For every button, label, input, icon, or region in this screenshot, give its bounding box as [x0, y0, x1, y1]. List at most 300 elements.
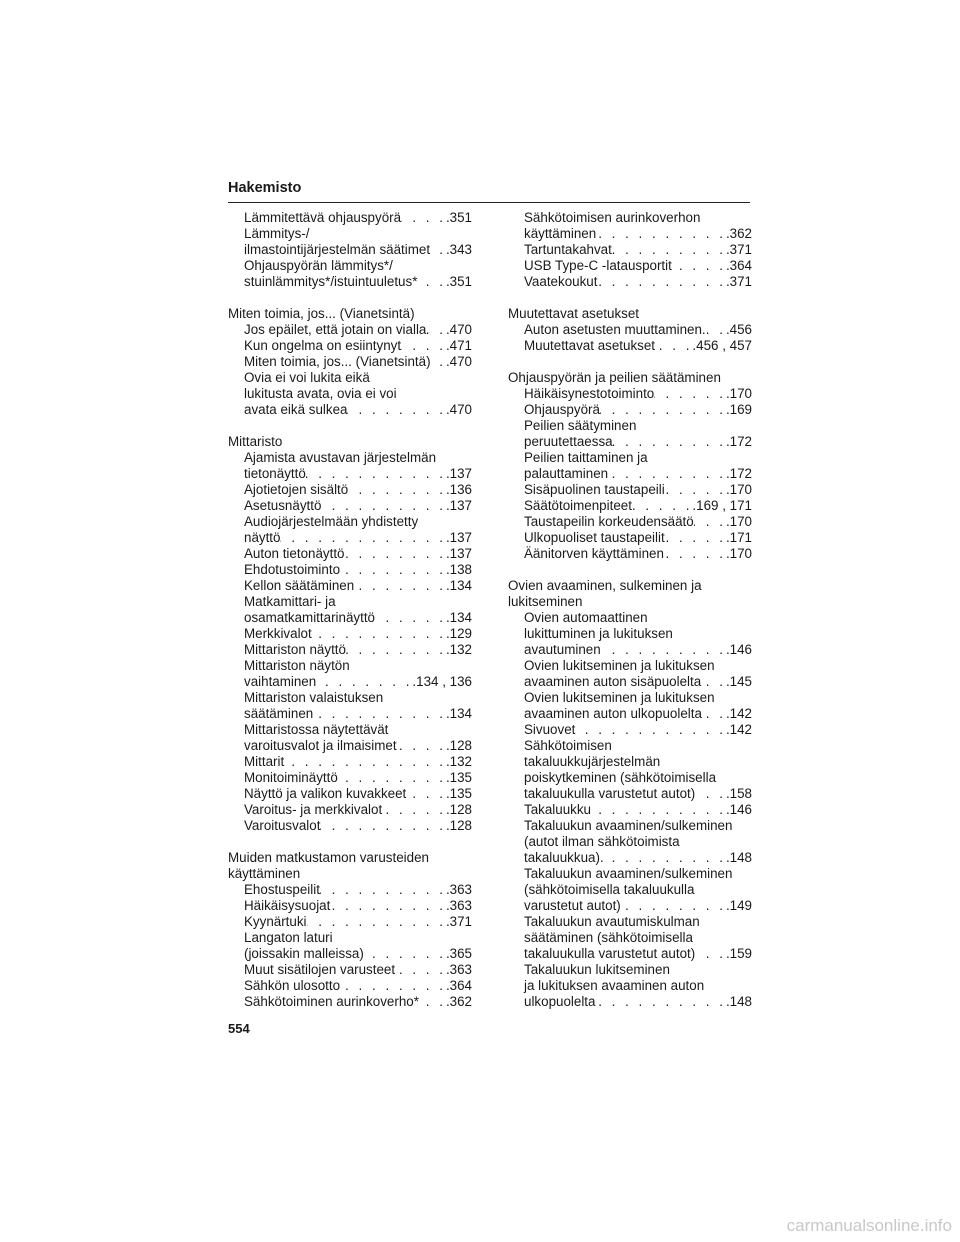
- index-entry: [508, 818, 752, 866]
- dot-leader: [613, 434, 726, 450]
- entry-text: Ovien automaattinen: [524, 610, 648, 625]
- index-entry: [228, 210, 472, 226]
- entry-text: Matkamittari- ja: [244, 594, 336, 609]
- dot-leader: [354, 578, 446, 594]
- entry-text: osamatkamittarinäyttö: [244, 610, 375, 625]
- page-reference: .128: [445, 818, 472, 833]
- page-reference: .362: [445, 994, 472, 1009]
- page-reference: .362: [725, 226, 752, 241]
- index-entry: [508, 386, 752, 402]
- dot-leader: [330, 898, 446, 914]
- dot-leader: [575, 722, 726, 738]
- entry-text: Häikäisynestotoiminto: [524, 386, 655, 401]
- entry-row: [524, 706, 752, 722]
- entry-text: vaihtaminen: [244, 674, 317, 689]
- index-entry: [508, 482, 752, 498]
- page-reference: .146: [725, 802, 752, 817]
- dot-leader: [307, 914, 446, 930]
- entry-text: takaluukulla varustetut autot): [524, 946, 696, 961]
- dot-leader: [340, 562, 446, 578]
- entry-text: Ehdotustoiminto: [244, 562, 341, 577]
- page-reference: .137: [445, 546, 472, 561]
- index-column-left: [228, 210, 472, 1026]
- page-reference: .134 , 136: [412, 674, 472, 689]
- page-reference: .364: [725, 258, 752, 273]
- entry-text: Mittarit: [244, 754, 285, 769]
- entry-text: takaluukkujärjestelmän: [524, 754, 661, 769]
- entry-text: Sähkötoiminen aurinkoverho*: [244, 994, 419, 1009]
- entry-text: Muutettavat asetukset: [524, 338, 656, 353]
- dot-leader: [608, 466, 726, 482]
- dot-leader: [702, 706, 726, 722]
- page-reference: .134: [445, 578, 472, 593]
- section-title: Ohjauspyörän ja peilien säätäminen: [508, 370, 721, 385]
- entry-text: Ovia ei voi lukita eikä: [244, 370, 370, 385]
- entry-row: [244, 562, 472, 578]
- entry-text: Kun ongelma on esiintynyt: [244, 338, 402, 353]
- dot-leader: [665, 482, 726, 498]
- section-title: Muiden matkustamon varusteiden: [228, 850, 429, 865]
- entry-text: Äänitorven käyttäminen: [524, 546, 664, 561]
- section-title: lukitseminen: [508, 594, 583, 609]
- dot-leader: [364, 946, 446, 962]
- page-reference: .371: [725, 274, 752, 289]
- index-entry: [228, 514, 472, 546]
- entry-text: Auton tietonäyttö: [244, 546, 345, 561]
- dot-leader: [284, 754, 446, 770]
- dot-leader: [672, 258, 726, 274]
- entry-text: Ehostuspeilit: [244, 882, 320, 897]
- index-section: [508, 210, 752, 290]
- dot-leader: [419, 994, 446, 1010]
- entry-text: (autot ilman sähkötoimista: [524, 834, 680, 849]
- entry-text: Peilien säätyminen: [524, 418, 637, 433]
- index-entry: [228, 642, 472, 658]
- entry-row: [524, 674, 752, 690]
- entry-text: Ajamista avustavan järjestelmän: [244, 450, 437, 465]
- page-reference: .351: [445, 274, 472, 289]
- entry-text: Ohjauspyörä: [524, 402, 600, 417]
- dot-leader: [654, 386, 726, 402]
- entry-text: Langaton laturi: [244, 930, 333, 945]
- entry-row: [524, 402, 752, 418]
- entry-text: Jos epäilet, että jotain on vialla: [244, 322, 427, 337]
- entry-row: [244, 322, 472, 338]
- entry-text: takaluukkua).: [524, 850, 604, 865]
- entry-row: [244, 802, 472, 818]
- page-reference: .129: [445, 626, 472, 641]
- index-section: [508, 578, 752, 1010]
- index-entry: [228, 802, 472, 818]
- index-section: [228, 210, 472, 290]
- index-entry: [228, 498, 472, 514]
- index-entry: [228, 994, 472, 1010]
- index-entry: [228, 322, 472, 338]
- entry-row: [244, 578, 472, 594]
- entry-text: Ovien lukitseminen ja lukituksen: [524, 658, 715, 673]
- entry-row: [244, 898, 472, 914]
- index-entry: [228, 482, 472, 498]
- dot-leader: [597, 274, 725, 290]
- dot-leader: [320, 818, 446, 834]
- page-reference: .471: [445, 338, 472, 353]
- dot-leader: [340, 978, 446, 994]
- entry-row: [244, 962, 472, 978]
- dot-leader: [382, 802, 446, 818]
- dot-leader: [695, 786, 726, 802]
- entry-text: Auton asetusten muuttaminen.: [524, 322, 706, 337]
- index-section: [228, 306, 472, 418]
- page-reference: .128: [445, 738, 472, 753]
- entry-row: [244, 498, 472, 514]
- dot-leader: [591, 802, 726, 818]
- dot-leader: [701, 674, 726, 690]
- entry-text: poiskytkeminen (sähkötoimisella: [524, 770, 717, 785]
- page-reference: .456 , 457: [692, 338, 752, 353]
- dot-leader: [665, 530, 726, 546]
- index-entry: [228, 354, 472, 370]
- index-entry: [508, 530, 752, 546]
- entry-text: Peilien taittaminen ja: [524, 450, 648, 465]
- entry-row: [524, 530, 752, 546]
- page-reference: .159: [725, 946, 752, 961]
- index-column-right: [508, 210, 752, 1026]
- dot-leader: [595, 994, 725, 1010]
- index-entry: [228, 562, 472, 578]
- entry-row: [244, 354, 472, 370]
- page-reference: .135: [445, 786, 472, 801]
- page-reference: .364: [445, 978, 472, 993]
- page-reference: .136: [445, 482, 472, 497]
- page-reference: .456: [725, 322, 752, 337]
- dot-leader: [401, 338, 446, 354]
- entry-row: [524, 546, 752, 562]
- entry-text: avautuminen: [524, 642, 601, 657]
- entry-text: Ulkopuoliset taustapeilit: [524, 530, 665, 545]
- dot-leader: [694, 514, 726, 530]
- entry-row: [524, 514, 752, 530]
- entry-text: Takaluukun avaaminen/sulkeminen: [524, 818, 733, 833]
- page-reference: .371: [725, 242, 752, 257]
- dot-leader: [621, 898, 726, 914]
- page-reference: .149: [725, 898, 752, 913]
- entry-text: Takaluukun lukitseminen: [524, 962, 670, 977]
- index-entry: [508, 722, 752, 738]
- index-entry: [508, 914, 752, 962]
- index-entry: [508, 274, 752, 290]
- page-reference: .171: [725, 530, 752, 545]
- entry-text: ja lukituksen avaaminen auton: [524, 978, 705, 993]
- page-reference: .363: [445, 898, 472, 913]
- entry-row: [524, 498, 752, 514]
- entry-row: [524, 322, 752, 338]
- entry-text: Audiojärjestelmään yhdistetty: [244, 514, 419, 529]
- entry-text: (joissakin malleissa): [244, 946, 364, 961]
- entry-row: [244, 706, 472, 722]
- entry-row: [244, 770, 472, 786]
- entry-text: Ajotietojen sisältö: [244, 482, 349, 497]
- page-reference: .169 , 171: [692, 498, 752, 513]
- entry-text: Sähkötoimisen aurinkoverhon: [524, 210, 701, 225]
- index-entry: [228, 594, 472, 626]
- page-header: [228, 180, 750, 203]
- page-reference: .135: [445, 770, 472, 785]
- dot-leader: [596, 226, 726, 242]
- dot-leader: [280, 530, 445, 546]
- entry-row: [244, 642, 472, 658]
- index-entry: [228, 786, 472, 802]
- index-entry: [228, 658, 472, 690]
- dot-leader: [395, 962, 446, 978]
- entry-text: Häikäisysuojat: [244, 898, 331, 913]
- entry-row: [244, 914, 472, 930]
- entry-text: avata eikä sulkea: [244, 402, 348, 417]
- page-reference: .470: [445, 354, 472, 369]
- entry-row: [244, 402, 472, 418]
- index-entry: [228, 690, 472, 722]
- entry-row: [244, 530, 472, 546]
- dot-leader: [397, 738, 446, 754]
- page-reference: .172: [725, 434, 752, 449]
- entry-text: Mittariston näytön: [244, 658, 350, 673]
- entry-text: palauttaminen: [524, 466, 609, 481]
- index-entry: [228, 370, 472, 418]
- entry-row: [524, 850, 752, 866]
- section-title: Mittaristo: [228, 434, 283, 449]
- page-reference: .365: [445, 946, 472, 961]
- entry-row: [524, 258, 752, 274]
- dot-leader: [600, 402, 726, 418]
- dot-leader: [321, 498, 446, 514]
- entry-row: [244, 882, 472, 898]
- entry-text: säätäminen: [244, 706, 314, 721]
- entry-text: Varoitusvalot: [244, 818, 321, 833]
- index-entry: [508, 210, 752, 242]
- dot-leader: [601, 642, 726, 658]
- index-entry: [228, 258, 472, 290]
- dot-leader: [431, 354, 446, 370]
- dot-leader: [348, 482, 446, 498]
- dot-leader: [338, 770, 446, 786]
- entry-row: [244, 978, 472, 994]
- page-reference: .470: [445, 402, 472, 417]
- entry-text: avaaminen auton sisäpuolelta: [524, 674, 702, 689]
- index-entry: [508, 498, 752, 514]
- index-entry: [228, 898, 472, 914]
- index-entry: [508, 402, 752, 418]
- index-entry: [228, 962, 472, 978]
- entry-text: varoitusvalot ja ilmaisimet: [244, 738, 397, 753]
- page-title: Hakemisto: [228, 180, 302, 196]
- entry-text: Vaatekoukut: [524, 274, 598, 289]
- entry-text: Varoitus- ja merkkivalot: [244, 802, 383, 817]
- index-entry: [228, 450, 472, 482]
- entry-row: [244, 626, 472, 642]
- dot-leader: [426, 322, 446, 338]
- page-reference: .128: [445, 802, 472, 817]
- entry-text: Ohjauspyörän lämmitys*/: [244, 258, 393, 273]
- entry-text: Monitoiminäyttö: [244, 770, 338, 785]
- index-entry: [508, 242, 752, 258]
- entry-row: [244, 754, 472, 770]
- entry-row: [524, 274, 752, 290]
- page-reference: .170: [725, 482, 752, 497]
- entry-row: [524, 994, 752, 1010]
- entry-text: Sähkötoimisen: [524, 738, 612, 753]
- entry-text: Lämmitys-/: [244, 226, 310, 241]
- page-reference: .142: [725, 722, 752, 737]
- index-entry: [228, 930, 472, 962]
- index-section: [228, 434, 472, 834]
- dot-leader: [306, 466, 446, 482]
- entry-text: Tartuntakahvat: [524, 242, 612, 257]
- index-entry: [508, 450, 752, 482]
- entry-row: [524, 898, 752, 914]
- index-entry: [508, 866, 752, 914]
- page-reference: .169: [725, 402, 752, 417]
- index-section: [508, 306, 752, 354]
- page-reference: .134: [445, 610, 472, 625]
- entry-text: Säätötoimenpiteet: [524, 498, 632, 513]
- entry-row: [244, 466, 472, 482]
- entry-text: Lämmitettävä ohjauspyörä: [244, 210, 402, 225]
- entry-text: peruutettaessa: [524, 434, 613, 449]
- page-reference: .137: [445, 466, 472, 481]
- index-entry: [508, 514, 752, 530]
- entry-text: Kyynärtuki: [244, 914, 307, 929]
- index-entry: [228, 818, 472, 834]
- page-reference: .145: [725, 674, 752, 689]
- page-reference: .137: [445, 498, 472, 513]
- entry-row: [524, 802, 752, 818]
- page-reference: .170: [725, 546, 752, 561]
- index-section: [508, 370, 752, 562]
- entry-text: lukittuminen ja lukituksen: [524, 626, 673, 641]
- entry-text: Näyttö ja valikon kuvakkeet: [244, 786, 407, 801]
- dot-leader: [406, 786, 446, 802]
- entry-text: käyttäminen: [524, 226, 597, 241]
- entry-text: Asetusnäyttö: [244, 498, 322, 513]
- entry-row: [524, 642, 752, 658]
- entry-row: [244, 338, 472, 354]
- entry-text: Takaluukun avautumiskulman: [524, 914, 700, 929]
- dot-leader: [375, 610, 446, 626]
- index-entry: [228, 882, 472, 898]
- entry-text: varustetut autot): [524, 898, 621, 913]
- entry-text: Sivuovet: [524, 722, 576, 737]
- dot-leader: [612, 242, 726, 258]
- entry-row: [524, 466, 752, 482]
- index-entry: [508, 690, 752, 722]
- page-reference: .363: [445, 962, 472, 977]
- entry-text: Sähkön ulosotto: [244, 978, 341, 993]
- index-entry: [228, 978, 472, 994]
- entry-row: [244, 994, 472, 1010]
- entry-row: [524, 242, 752, 258]
- index-entry: [508, 258, 752, 274]
- index-entry: [228, 338, 472, 354]
- page-reference: .371: [445, 914, 472, 929]
- page-reference: .137: [445, 530, 472, 545]
- entry-text: (sähkötoimisella takaluukulla: [524, 882, 695, 897]
- entry-row: [244, 818, 472, 834]
- page-reference: .351: [445, 210, 472, 225]
- index-entry: [228, 226, 472, 258]
- index-section: [228, 850, 472, 1010]
- index-entry: [228, 578, 472, 594]
- page-reference: .170: [725, 386, 752, 401]
- watermark: carmanualsonline.info: [786, 1216, 952, 1235]
- entry-row: [524, 786, 752, 802]
- index-entry: [228, 546, 472, 562]
- dot-leader: [706, 322, 726, 338]
- dot-leader: [401, 210, 446, 226]
- index-entry: [508, 322, 752, 338]
- index-entry: [508, 962, 752, 1010]
- page-reference: .343: [445, 242, 472, 257]
- page-reference: .132: [445, 754, 472, 769]
- entry-text: Taustapeilin korkeudensäätö: [524, 514, 694, 529]
- entry-text: stuinlämmitys*/istuintuuletus*: [244, 274, 418, 289]
- page-reference: .170: [725, 514, 752, 529]
- index-entry: [508, 802, 752, 818]
- entry-text: USB Type-C -latausportit: [524, 258, 672, 273]
- entry-row: [244, 946, 472, 962]
- entry-text: Takaluukku: [524, 802, 591, 817]
- dot-leader: [430, 242, 446, 258]
- index-entry: [508, 338, 752, 354]
- dot-leader: [312, 626, 446, 642]
- entry-text: Sisäpuolinen taustapeili: [524, 482, 665, 497]
- entry-row: [524, 482, 752, 498]
- page-reference: .142: [725, 706, 752, 721]
- dot-leader: [632, 498, 692, 514]
- entry-row: [524, 946, 752, 962]
- page-number: 554: [228, 1021, 250, 1036]
- index-entry: [228, 754, 472, 770]
- index-entry: [508, 610, 752, 658]
- page-reference: .363: [445, 882, 472, 897]
- entry-row: [524, 386, 752, 402]
- entry-row: [244, 482, 472, 498]
- entry-text: näyttö: [244, 530, 281, 545]
- entry-row: [524, 434, 752, 450]
- dot-leader: [695, 946, 726, 962]
- entry-text: lukitusta avata, ovia ei voi: [244, 386, 397, 401]
- entry-text: Takaluukun avaaminen/sulkeminen: [524, 866, 733, 881]
- entry-text: Muut sisätilojen varusteet: [244, 962, 396, 977]
- entry-row: [244, 786, 472, 802]
- entry-text: takaluukulla varustetut autot): [524, 786, 696, 801]
- entry-text: Mittariston valaistuksen: [244, 690, 384, 705]
- page-reference: .148: [725, 994, 752, 1009]
- page-reference: .148: [725, 850, 752, 865]
- index-entry: [228, 722, 472, 754]
- index-entry: [228, 626, 472, 642]
- section-title: Ovien avaaminen, sulkeminen ja: [508, 578, 702, 593]
- index-entry: [508, 546, 752, 562]
- section-title: käyttäminen: [228, 866, 301, 881]
- entry-row: [524, 226, 752, 242]
- entry-row: [244, 274, 472, 290]
- dot-leader: [655, 338, 692, 354]
- page-reference: .138: [445, 562, 472, 577]
- index-entry: [508, 418, 752, 450]
- entry-text: Mittariston näyttö: [244, 642, 346, 657]
- entry-text: Merkkivalot: [244, 626, 312, 641]
- entry-row: [524, 722, 752, 738]
- index-entry: [508, 658, 752, 690]
